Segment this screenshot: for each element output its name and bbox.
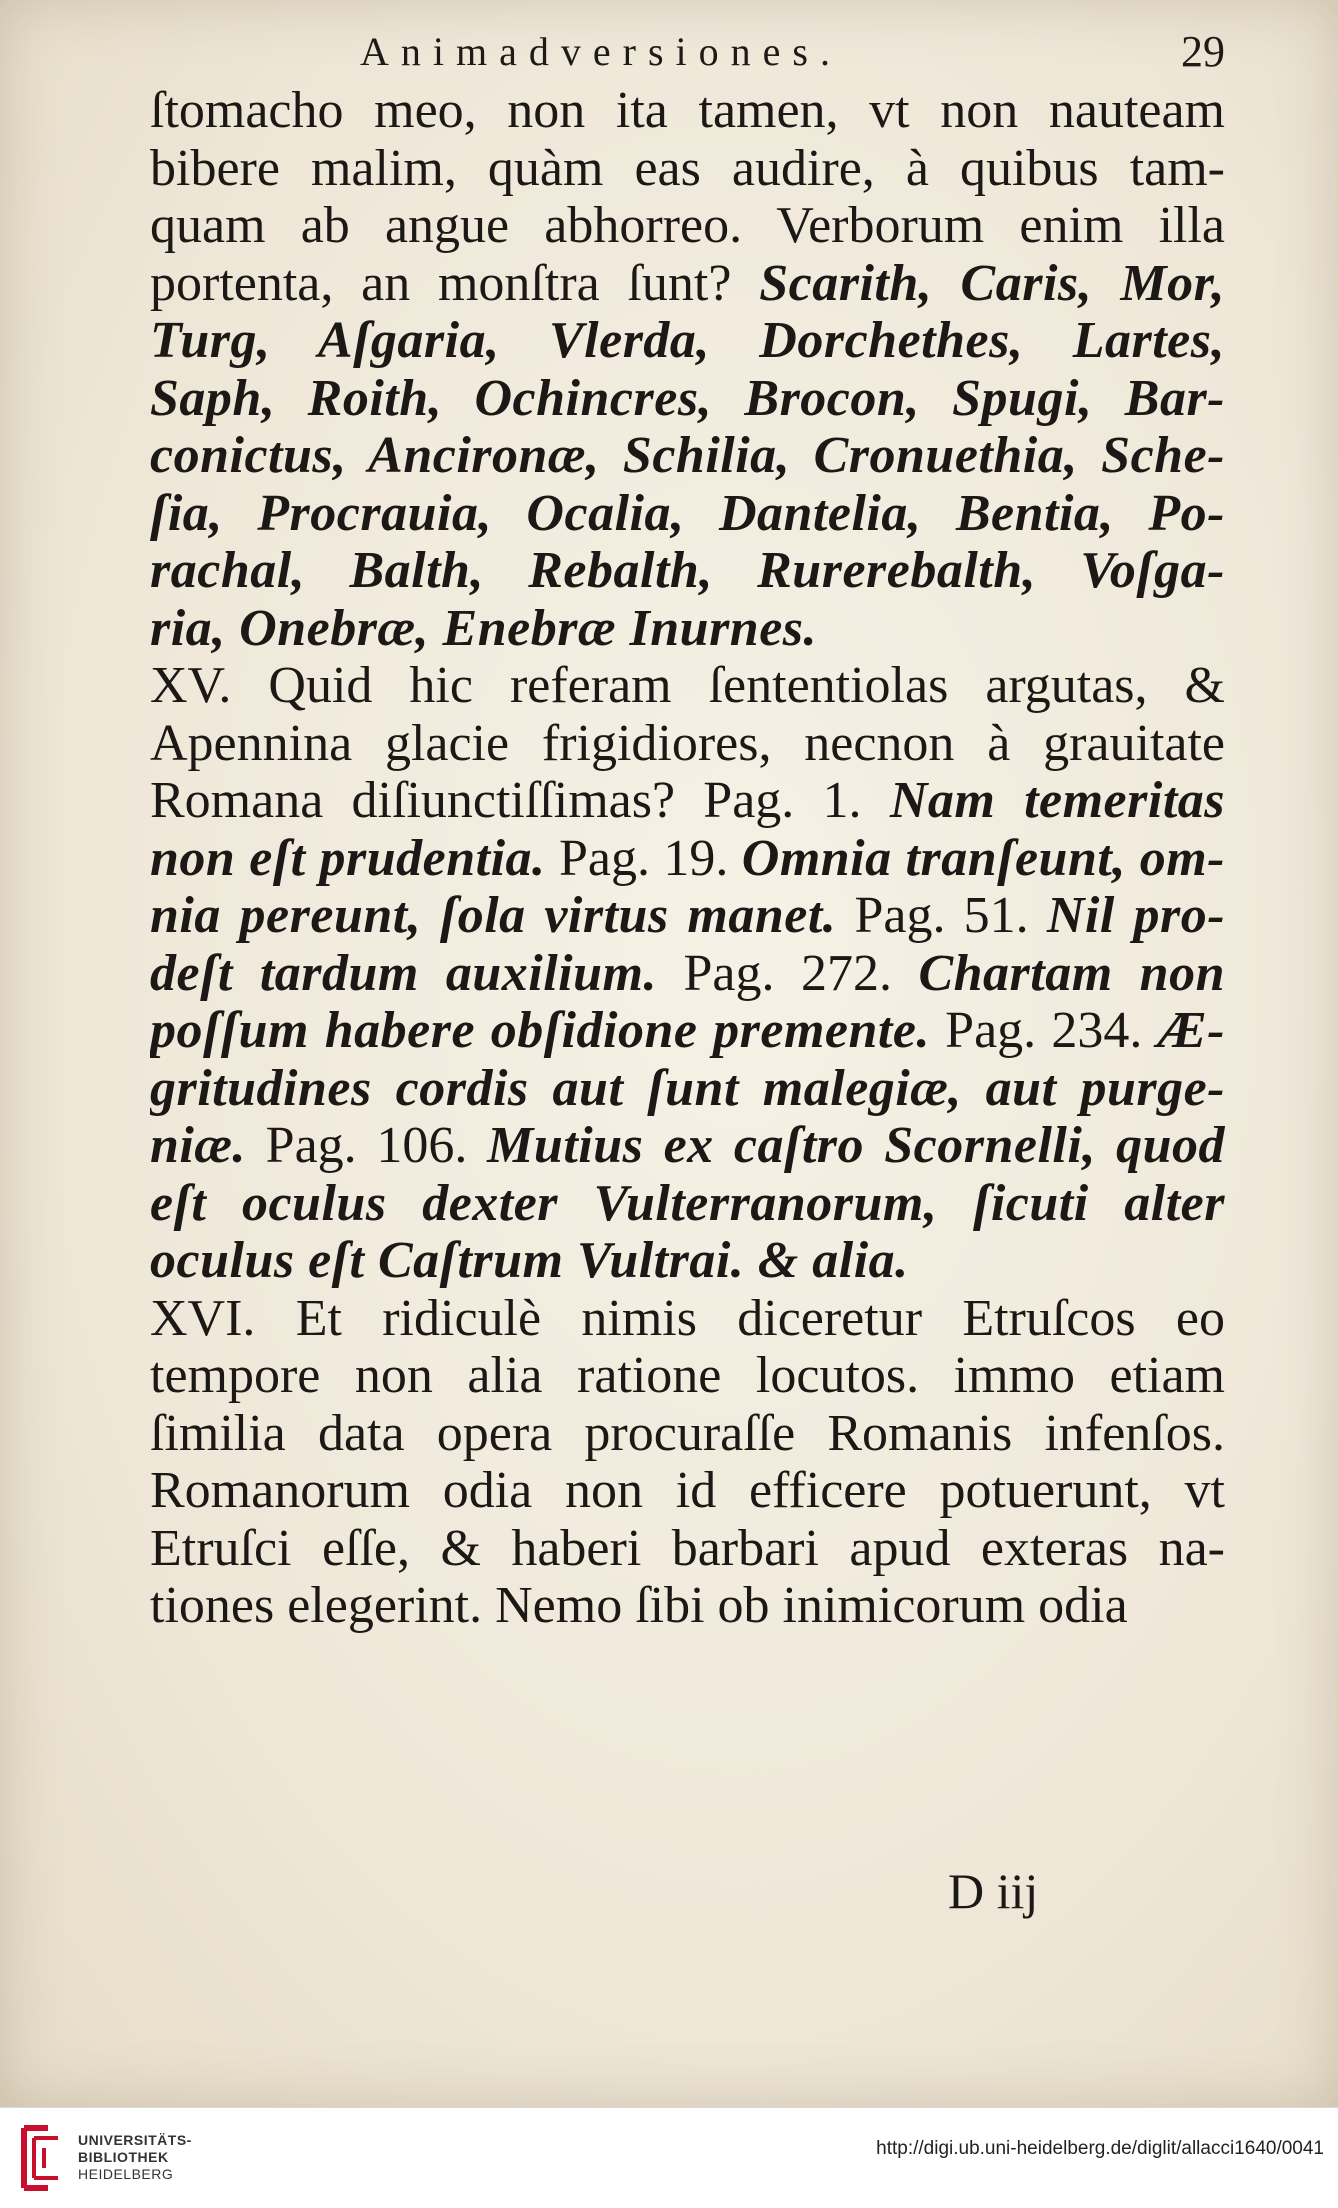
text-line (150, 945, 1225, 1003)
roman-segment: XVI. Et ridiculè nimis diceretur Etruſcos eo (150, 1289, 1225, 1347)
roman-segment: tempore non alia ratione locutos. immo etiam (150, 1347, 1225, 1404)
text-line (150, 542, 1225, 600)
text-line (150, 1462, 1225, 1520)
source-url-link[interactable]: http://digi.ub.uni-heidelberg.de/diglit/allacci1640/0041 (876, 2138, 1324, 2159)
footer-bar (0, 2107, 1338, 2208)
italic-segment: oculus eſt Caſtrum Vultrai. & alia. (150, 1232, 909, 1289)
text-line (150, 1117, 1225, 1175)
text-line (150, 427, 1225, 485)
roman-segment: Pag. 106. (245, 1117, 488, 1174)
italic-segment: Nil pro- (1046, 887, 1225, 944)
text-line (150, 657, 1225, 715)
roman-segment: Pag. 19. (545, 829, 742, 887)
roman-segment: quam ab angue abhorreo. Verborum enim illa (150, 197, 1225, 254)
italic-segment: Saph, Roith, Ochincres, Brocon, Spugi, Bar- (150, 369, 1225, 427)
roman-segment: Romana diſiunctiſſimas? Pag. 1. (150, 772, 890, 829)
text-line (150, 140, 1225, 198)
text-line (150, 1290, 1225, 1348)
text-line (150, 1405, 1225, 1463)
text-line (150, 1347, 1225, 1405)
body-text (150, 82, 1225, 1635)
roman-segment: tiones elegerint. Nemo ſibi ob inimicorum odia (150, 1577, 1128, 1634)
text-line (150, 197, 1225, 255)
institution-line-1: UNIVERSITÄTS- (78, 2132, 192, 2148)
institution-line-2: BIBLIOTHEK (78, 2149, 169, 2165)
text-line (150, 312, 1225, 370)
text-line (150, 1232, 1225, 1290)
italic-segment: ria, Onebræ, Enebræ Inurnes. (150, 599, 818, 657)
italic-segment: conictus, Ancironæ, Schilia, Cronuethia, Sche- (150, 427, 1225, 484)
italic-segment: ſia, Procrauia, Ocalia, Dantelia, Bentia, Po- (150, 484, 1225, 542)
text-line (150, 1175, 1225, 1233)
italic-segment: Omnia tranſeunt, om- (741, 829, 1225, 887)
institution-name (78, 2132, 192, 2183)
running-title: Animadversiones. (360, 29, 842, 74)
text-line (150, 370, 1225, 428)
roman-segment: portenta, an monſtra ſunt? (150, 254, 760, 312)
text-line (150, 255, 1225, 313)
roman-segment: Apennina glacie frigidiores, necnon à grauitate (150, 714, 1225, 772)
italic-segment: Scarith, Caris, Mor, (759, 254, 1225, 312)
library-logo-icon (18, 2122, 64, 2194)
text-line (150, 1577, 1225, 1635)
page-number: 29 (1181, 27, 1225, 76)
text-line (150, 830, 1225, 888)
italic-segment: Nam temeritas (889, 772, 1225, 829)
text-line (150, 772, 1225, 830)
roman-segment: Etruſci eſſe, & haberi barbari apud exteras na- (150, 1519, 1225, 1577)
text-line (150, 887, 1225, 945)
roman-segment: bibere malim, quàm eas audire, à quibus tam- (150, 139, 1225, 197)
italic-segment: Turg, Aſgaria, Vlerda, Dorchethes, Lartes, (150, 312, 1225, 369)
text-line (150, 82, 1225, 140)
text-line (150, 1060, 1225, 1118)
italic-segment: niæ. (150, 1117, 246, 1174)
italic-segment: non eſt prudentia. (150, 829, 546, 887)
text-line (150, 1002, 1225, 1060)
roman-segment: XV. Quid hic referam ſententiolas argutas, & (150, 657, 1225, 714)
text-line (150, 600, 1225, 658)
italic-segment: rachal, Balth, Rebalth, Rurerebalth, Voſga- (150, 542, 1225, 599)
text-line (150, 485, 1225, 543)
italic-segment: eſt oculus dexter Vulterranorum, ſicuti alter (150, 1174, 1225, 1232)
roman-segment: Pag. 234. (929, 1002, 1158, 1059)
italic-segment: Mutius ex caſtro Scornelli, quod (487, 1117, 1225, 1174)
italic-segment: Æ- (1157, 1002, 1225, 1059)
italic-segment: deſt tardum auxilium. (150, 944, 657, 1002)
italic-segment: nia pereunt, ſola virtus manet. (150, 887, 837, 944)
institution-line-3: HEIDELBERG (78, 2166, 174, 2182)
roman-segment: Pag. 272. (657, 944, 919, 1002)
roman-segment: Romanorum odia non id efficere potuerunt, vt (150, 1462, 1225, 1519)
signature-mark: D iij (948, 1863, 1039, 1919)
italic-segment: Chartam non (918, 944, 1225, 1002)
text-line (150, 1520, 1225, 1578)
italic-segment: gritudines cordis aut ſunt malegiæ, aut purge- (150, 1059, 1225, 1117)
roman-segment: ſimilia data opera procuraſſe Romanis infenſos. (150, 1404, 1225, 1462)
roman-segment: ſtomacho meo, non ita tamen, vt non nauteam (150, 82, 1225, 139)
roman-segment: Pag. 51. (836, 887, 1047, 944)
text-line (150, 715, 1225, 773)
italic-segment: poſſum habere obſidione premente. (150, 1002, 930, 1059)
page-header (150, 26, 1225, 78)
